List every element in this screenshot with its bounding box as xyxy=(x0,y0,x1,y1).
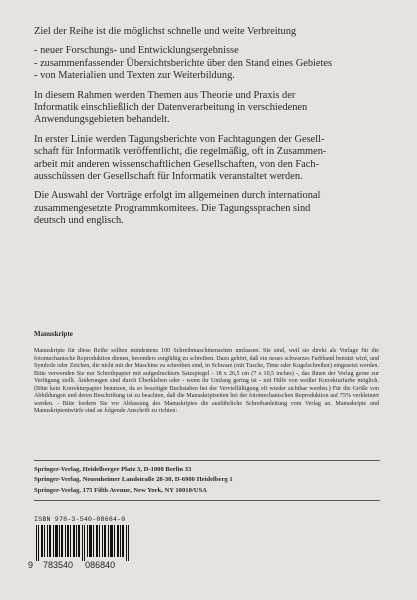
text-line: Informatik einschließlich der Datenverarbeitung in verschiedenen xyxy=(34,102,308,114)
barcode-digit: 9 xyxy=(28,560,34,570)
series-goal-list xyxy=(34,45,394,82)
text-line: arbeit mit anderen wissenschaftlichen Gesellschaften, von den Fach- xyxy=(34,158,320,170)
text-line: In erster Linie werden Tagungsberichte von Fachtagungen der Gesell- xyxy=(34,133,325,145)
barcode-digit: 783540 xyxy=(43,560,74,570)
list-item: - zusammenfassender Übersichtsberichte über den Stand eines Gebietes xyxy=(34,58,394,70)
topics-paragraph xyxy=(34,90,394,127)
text-line: Anwendungsgebieten behandelt. xyxy=(34,114,170,126)
publisher-address: Springer-Verlag, Heidelberger Platz 3, D-1000 Berlin 33 xyxy=(34,466,192,473)
series-description xyxy=(34,26,394,235)
divider xyxy=(34,460,380,461)
isbn-label: ISBN 978-3-540-08684-0 xyxy=(34,516,126,523)
barcode-number xyxy=(28,560,138,570)
list-item: - neuer Forschungs- und Entwicklungsergebnisse xyxy=(34,45,394,57)
barcode-icon xyxy=(32,525,136,561)
barcode-block xyxy=(28,516,138,582)
manuscript-body: Manuskripte für diese Reihe sollten mindestens 100 Schreibmaschinenseiten umfassen. Sie sind, weil sie direkt als Vorlage für die fotomechanische Reproduktion dienen, besonders sorgfältig zu schreiben. Dazu gehört, daß ein neues schwarzes Farbband benutzt wird, und Symbole oder Zeichen, die nicht mit der Maschine zu schreiben sind, in Schwarz (mit Tusche, Tinte oder Kugelschreiber) eingesetzt werden. Bitte verwenden Sie nur Schreibpapier mit aufgedrucktem Satzspiegel - 18 x 26,5 cm (7 x 10,5 inches) -, das Ihnen der Verlag gerne zur Verfügung stellt. Änderungen sind durch Überkleben oder - wenn ihr Umfang gering ist - mit Hilfe von weißer Korrekturfarbe möglich. (Bitte kein Korrekturpapier benutzen, da so beseitigte Buchstaben bei der Vervielfältigung oft wieder sichtbar werden.) Für die Größe von Abbildungen und deren Beschriftung ist zu beachten, daß die Manuskriptseiten bei der fotomechanischen Reproduktion auf 75% verkleinert werden. - Bitte fordern Sie vor Abfassung des Manuskriptes die ausführliche Schreibanleitung vom Verlag an. Manuskripte und Manuskriptentwürfe sind an folgende Anschrift zu richten: xyxy=(34,348,379,415)
selection-paragraph xyxy=(34,190,394,227)
publisher-address: Springer-Verlag, 175 Fifth Avenue, New York, NY 10010/USA xyxy=(34,486,207,494)
divider xyxy=(34,500,380,501)
text-line: Die Auswahl der Vorträge erfolgt im allgemeinen durch international xyxy=(34,190,321,202)
text-line: zusammengesetzte Programmkomitees. Die Tagungssprachen sind xyxy=(34,202,311,214)
text-line: In diesem Rahmen werden Themen aus Theorie und Praxis der xyxy=(34,89,296,101)
manuscript-guidelines xyxy=(34,331,379,416)
manuscript-heading: Manuskripte xyxy=(34,330,73,338)
barcode-digit: 086840 xyxy=(85,560,116,570)
publisher-addresses xyxy=(34,465,233,496)
text-line: schaft für Informatik veröffentlicht, die regelmäßig, oft in Zusammen- xyxy=(34,146,327,158)
list-item: - von Materialien und Texten zur Weiterbildung. xyxy=(34,70,394,82)
proceedings-paragraph xyxy=(34,134,394,184)
text-line: deutsch und englisch. xyxy=(34,215,124,227)
publisher-address: Springer-Verlag, Neuenheimer Landstraße 28-30, D-6900 Heidelberg 1 xyxy=(34,476,233,484)
text-line: ausschüssen der Gesellschaft für Informatik veranstaltet werden. xyxy=(34,171,303,183)
series-goal: Ziel der Reihe ist die möglichst schnelle und weite Verbreitung xyxy=(34,26,297,37)
